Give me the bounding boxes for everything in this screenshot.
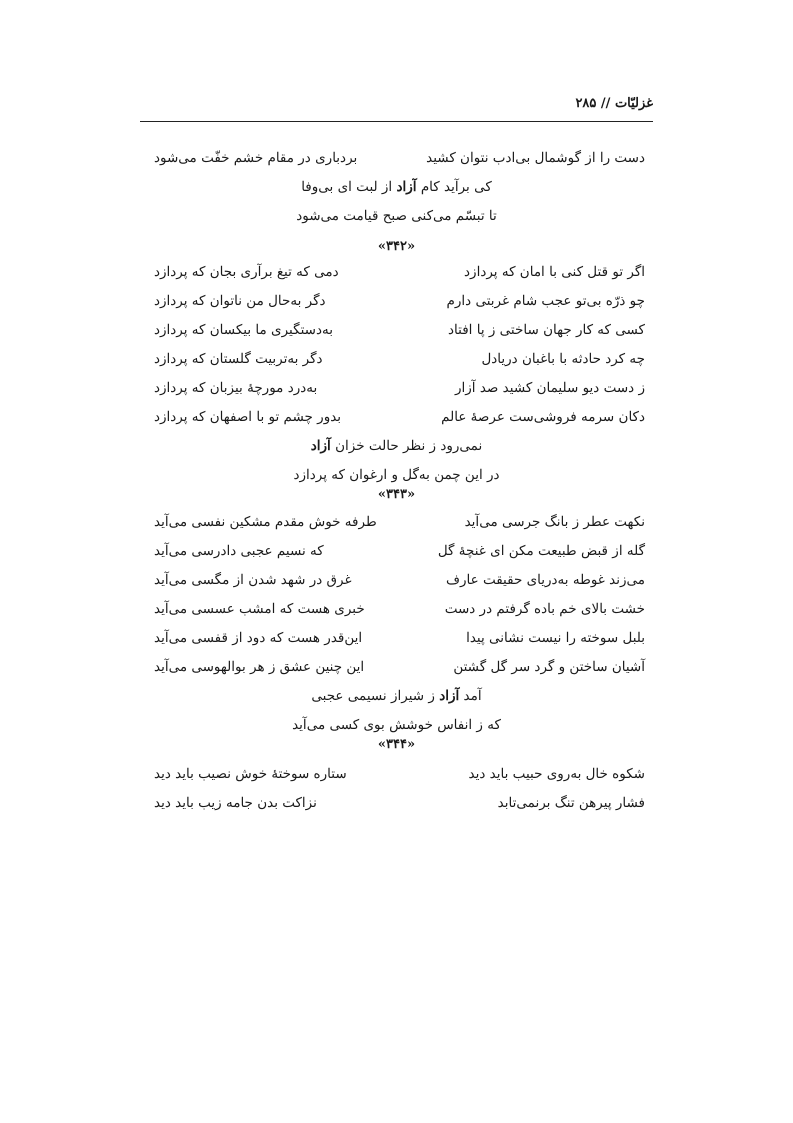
hemistich-second: به‌دستگیری ما بیکسان که پردازد (154, 322, 333, 338)
hemistich-first: می‌زند غوطه به‌دریای حقیقت عارف (445, 572, 645, 588)
couplet (140, 287, 653, 316)
poet-name: آزاد (396, 179, 417, 195)
couplet (140, 566, 653, 595)
closing-line-2: که ز انفاس خوشش بوی کسی می‌آید (292, 717, 501, 733)
couplet (140, 789, 653, 818)
running-head: غزلیّات // ۲۸۵ (575, 96, 653, 111)
hemistich-second: این‌قدر هست که دود از قفسی می‌آید (154, 630, 363, 646)
couplet (140, 316, 653, 345)
hemistich-second: ستاره سوختهٔ خوش نصیب باید دید (154, 766, 347, 782)
couplet (140, 345, 653, 374)
header-rule (140, 121, 653, 122)
ghazal-344 (140, 760, 653, 818)
hemistich-second: طرفه خوش مقدم مشکین نفسی می‌آید (154, 514, 377, 530)
closing-line-1: نمی‌رود ز نظر حالت خزان آزاد (310, 438, 483, 454)
hemistich-second: که نسیم عجبی دادرسی می‌آید (154, 543, 324, 559)
closing-line-2: در این چمن به‌گل و ارغوان که پردازد (293, 467, 500, 483)
poet-name: آزاد (310, 438, 331, 454)
couplet (140, 258, 653, 287)
hemistich-first: دست را از گوشمال بی‌ادب نتوان کشید (426, 150, 645, 166)
closing-line-1: کی برآید کام آزاد از لبت ای بی‌وفا (301, 179, 492, 195)
hemistich-second: به‌درد مورچهٔ بیزبان که پردازد (154, 380, 318, 396)
hemistich-first: فشار پیرهن تنگ برنمی‌تابد (497, 795, 645, 811)
hemistich-second: این چنین عشق ز هر بوالهوسی می‌آید (154, 659, 365, 675)
hemistich-first: دکان سرمه فروشی‌ست عرصهٔ عالم (441, 409, 645, 425)
closing-line-1: آمد آزاد ز شیراز نسیمی عجبی (311, 688, 482, 704)
hemistich-second: غرق در شهد شدن از مگسی می‌آید (154, 572, 352, 588)
hemistich-first: بلبل سوخته را نیست نشانی پیدا (466, 630, 645, 646)
couplet (140, 374, 653, 403)
hemistich-second: بدور چشم تو با اصفهان که پردازد (154, 409, 342, 425)
hemistich-first: شکوه خال به‌روی حبیب باید دید (468, 766, 645, 782)
hemistich-first: اگر تو قتل کنی با امان که پردازد (464, 264, 645, 280)
hemistich-first: خشت بالای خم باده گرفتم در دست (444, 601, 645, 617)
ghazal-343 (140, 508, 653, 740)
couplet (140, 537, 653, 566)
hemistich-first: آشیان ساختن و گرد سر گل گشتن (453, 659, 645, 675)
couplet (140, 403, 653, 432)
ghazal-342 (140, 258, 653, 490)
hemistich-second: خبری هست که امشب عسسی می‌آید (154, 601, 365, 617)
closing-line-2: تا تبسّم می‌کنی صبح قیامت می‌شود (296, 208, 497, 224)
hemistich-first: کسی که کار جهان ساختی ز پا افتاد (448, 322, 645, 338)
ghazal-number: «۳۴۲» (377, 239, 416, 254)
hemistich-second: دمی که تیغ برآری بجان که پردازد (154, 264, 339, 280)
couplet (140, 595, 653, 624)
poet-name: آزاد (439, 688, 460, 704)
hemistich-first: چو ذرّه بی‌تو عجب شام غربتی دارم (446, 293, 645, 309)
ghazal-number: «۳۴۳» (377, 487, 416, 502)
hemistich-second: نزاکت بدن جامه زیب باید دید (154, 795, 317, 811)
couplet (140, 624, 653, 653)
hemistich-second: دگر به‌حال من ناتوان که پردازد (154, 293, 326, 309)
hemistich-second: بردباری در مقام خشم خفّت می‌شود (154, 150, 358, 166)
hemistich-first: گله از قبض طبیعت مکن ای غنچهٔ گل (437, 543, 645, 559)
hemistich-first: نکهت عطر ز بانگ جرسی می‌آید (464, 514, 645, 530)
hemistich-second: دگر به‌تربیت گلستان که پردازد (154, 351, 323, 367)
couplet (140, 653, 653, 682)
ghazal-number: «۳۴۴» (377, 737, 416, 752)
couplet (140, 760, 653, 789)
opening-section (140, 144, 653, 231)
couplet (140, 508, 653, 537)
hemistich-first: ز دست دیو سلیمان کشید صد آزار (455, 380, 645, 396)
couplet (140, 144, 653, 173)
hemistich-first: چه کرد حادثه با باغبان دریادل (481, 351, 645, 367)
